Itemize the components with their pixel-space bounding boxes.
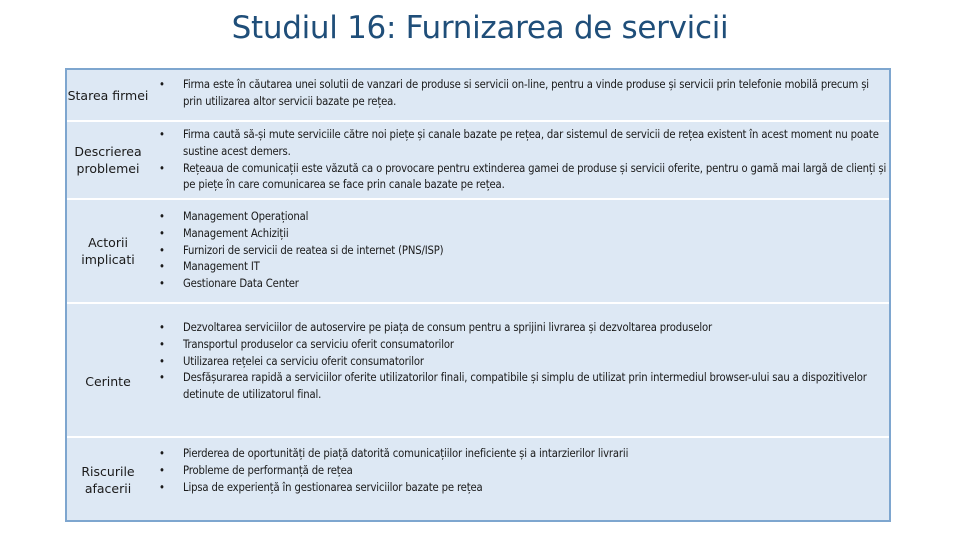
bullet-icon: • — [159, 260, 165, 274]
row-label: Cerinte — [85, 373, 131, 389]
row-label: Descrierea problemei — [74, 144, 142, 176]
bullet-icon: • — [159, 463, 165, 477]
list-item: • Utilizarea rețelei ca serviciu oferit consumatorilor — [159, 354, 889, 371]
bullet-icon: • — [159, 337, 165, 351]
list-item: • Management Achiziții — [159, 226, 889, 243]
list-item: • Management IT — [159, 259, 889, 276]
bullet-icon: • — [159, 371, 165, 385]
list-item: • Transportul produselor ca serviciu oferit consumatorilor — [159, 337, 889, 354]
list-item: • Rețeaua de comunicații este văzută ca o provocare pentru extinderea gamei de produse și servicii oferite, pentru o gamă mai largă de clienți și pe piețe în care comunicarea se face prin canale bazate pe rețea. — [159, 161, 887, 192]
list-item: • Firma este în căutarea unei solutii de vanzari de produse si servicii on-line, pentru a vinde produse și servicii prin telefonie mobilă precum și prin utilizarea altor servicii bazate pe rețea. — [159, 78, 869, 108]
bullet-icon: • — [159, 480, 165, 494]
row-label: Starea firmei — [67, 87, 149, 103]
bullet-icon: • — [159, 277, 165, 291]
list-item: • Furnizori de servicii de reatea si de internet (PNS/ISP) — [159, 243, 889, 260]
list-item: • Dezvoltarea serviciilor de autoservire pe piața de consum pentru a sprijini livrarea și dezvoltarea produselor — [159, 320, 889, 337]
list-item: • Probleme de performanță de rețea — [159, 463, 889, 480]
bullet-icon: • — [159, 226, 165, 240]
bullet-icon: • — [159, 210, 165, 223]
slide-title: Studiul 16: Furnizarea de servicii — [231, 10, 729, 46]
list-item: • Desfășurarea rapidă a serviciilor oferite utilizatorilor finali, compatibile și simplu de utilizat prin intermediul browser-ului sau a dispozitivelor detinute de utilizatorul final. — [159, 371, 867, 402]
bullet-icon: • — [159, 161, 165, 175]
table-row-descrierea-problemei — [67, 122, 889, 200]
bullet-icon: • — [159, 128, 165, 141]
case-study-table — [65, 68, 891, 522]
table-row-actorii-implicati — [67, 200, 889, 304]
list-item: • Management Operațional — [159, 209, 889, 226]
list-item: • Pierderea de oportunități de piață datorită comunicațiilor ineficiente și a intarzierilor livrarii — [159, 446, 889, 463]
bullet-icon: • — [159, 354, 165, 368]
bullet-icon: • — [159, 78, 165, 91]
table-row-riscurile-afacerii — [67, 438, 889, 522]
row-label: Actorii implicati — [81, 235, 135, 267]
list-item: • Gestionare Data Center — [159, 276, 889, 293]
table-row-starea-firmei — [67, 70, 889, 122]
bullet-icon: • — [159, 243, 165, 257]
table-row-cerinte — [67, 304, 889, 438]
row-label: Riscurile afacerii — [81, 464, 135, 496]
bullet-icon: • — [159, 447, 165, 460]
bullet-icon: • — [159, 321, 165, 334]
list-item: • Lipsa de experiență în gestionarea serviciilor bazate pe rețea — [159, 480, 889, 497]
list-item: • Firma caută să-și mute serviciile către noi piețe și canale bazate pe rețea, dar sistemul de servicii de rețea existent în acest moment nu poate sustine acest demers. — [159, 128, 879, 158]
